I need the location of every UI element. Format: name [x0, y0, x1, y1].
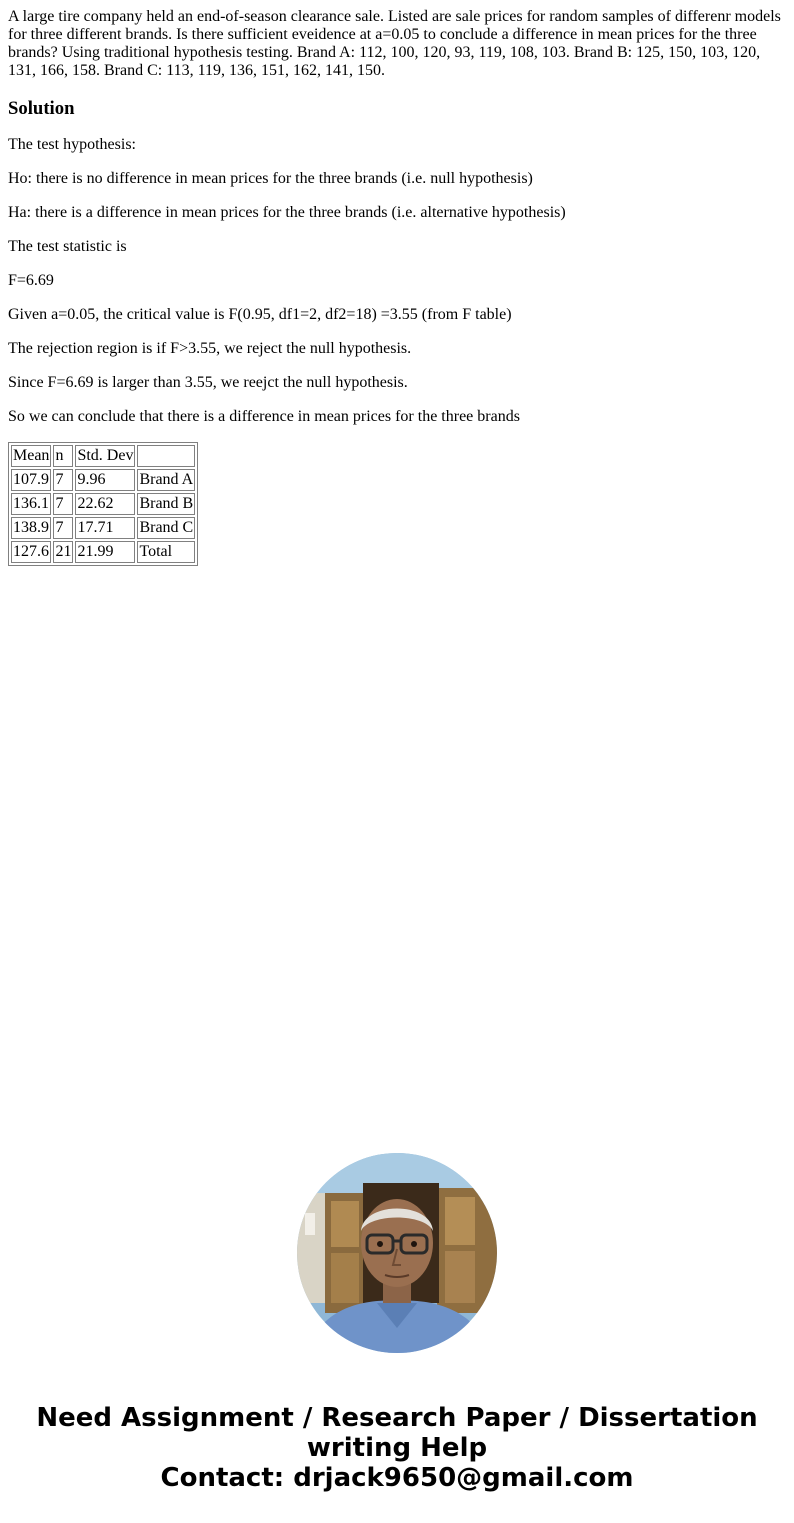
table-header-cell: Std. Dev: [75, 445, 135, 467]
table-cell: 21: [53, 541, 73, 563]
footer-contact: Contact: drjack9650@gmail.com: [160, 1463, 634, 1493]
table-header-cell: [137, 445, 195, 467]
table-cell: 138.9: [11, 517, 51, 539]
table-cell: 9.96: [75, 469, 135, 491]
paragraph-decision: Since F=6.69 is larger than 3.55, we reejct the null hypothesis.: [8, 374, 408, 391]
author-photo: [297, 1153, 497, 1353]
footer-line-2: writing Help: [306, 1433, 488, 1463]
document-body: [8, 8, 786, 566]
table-cell: Total: [137, 541, 195, 563]
solution-heading: Solution: [8, 98, 75, 119]
table-cell: 7: [53, 469, 73, 491]
footer-line-1: Need Assignment / Research Paper / Dissertation: [36, 1403, 758, 1433]
table-row: [11, 517, 195, 539]
summary-stats-table: [8, 442, 198, 566]
table-cell: 7: [53, 493, 73, 515]
paragraph-alternative-hypothesis: Ha: there is a difference in mean prices for the three brands (i.e. alternative hypothesis): [8, 204, 566, 221]
paragraph-null-hypothesis: Ho: there is no difference in mean prices for the three brands (i.e. null hypothesis): [8, 170, 533, 187]
table-row: [11, 541, 195, 563]
paragraph-test-hypothesis: The test hypothesis:: [8, 136, 136, 153]
paragraph-rejection-region: The rejection region is if F>3.55, we reject the null hypothesis.: [8, 340, 412, 357]
table-cell: 107.9: [11, 469, 51, 491]
paragraph-f-value: F=6.69: [8, 272, 54, 289]
table-cell: 22.62: [75, 493, 135, 515]
table-cell: 136.1: [11, 493, 51, 515]
question-text: A large tire company held an end-of-season clearance sale. Listed are sale prices for random samples of differenr models for three different brands. Is there sufficient eveidence at a=0.05 to conclude a difference in mean prices for the three brands? Using traditional hypothesis testing. Brand A: 112, 100, 120, 93, 119, 108, 103. Brand B: 125, 150, 103, 120, 131, 166, 158. Brand C: 113, 119, 136, 151, 162, 141, 150.: [8, 8, 781, 79]
table-cell: Brand B: [137, 493, 195, 515]
table-cell: 21.99: [75, 541, 135, 563]
table-header-row: [11, 445, 195, 467]
table-row: [11, 493, 195, 515]
paragraph-test-statistic: The test statistic is: [8, 238, 127, 255]
table-cell: 7: [53, 517, 73, 539]
table-cell: Brand C: [137, 517, 195, 539]
paragraph-critical-value: Given a=0.05, the critical value is F(0.95, df1=2, df2=18) =3.55 (from F table): [8, 306, 512, 323]
table-cell: Brand A: [137, 469, 195, 491]
table-cell: 17.71: [75, 517, 135, 539]
paragraph-conclusion: So we can conclude that there is a difference in mean prices for the three brands: [8, 408, 520, 425]
table-header-cell: n: [53, 445, 73, 467]
table-cell: 127.6: [11, 541, 51, 563]
table-header-cell: Mean: [11, 445, 51, 467]
footer-banner: [0, 1403, 794, 1493]
table-row: [11, 469, 195, 491]
